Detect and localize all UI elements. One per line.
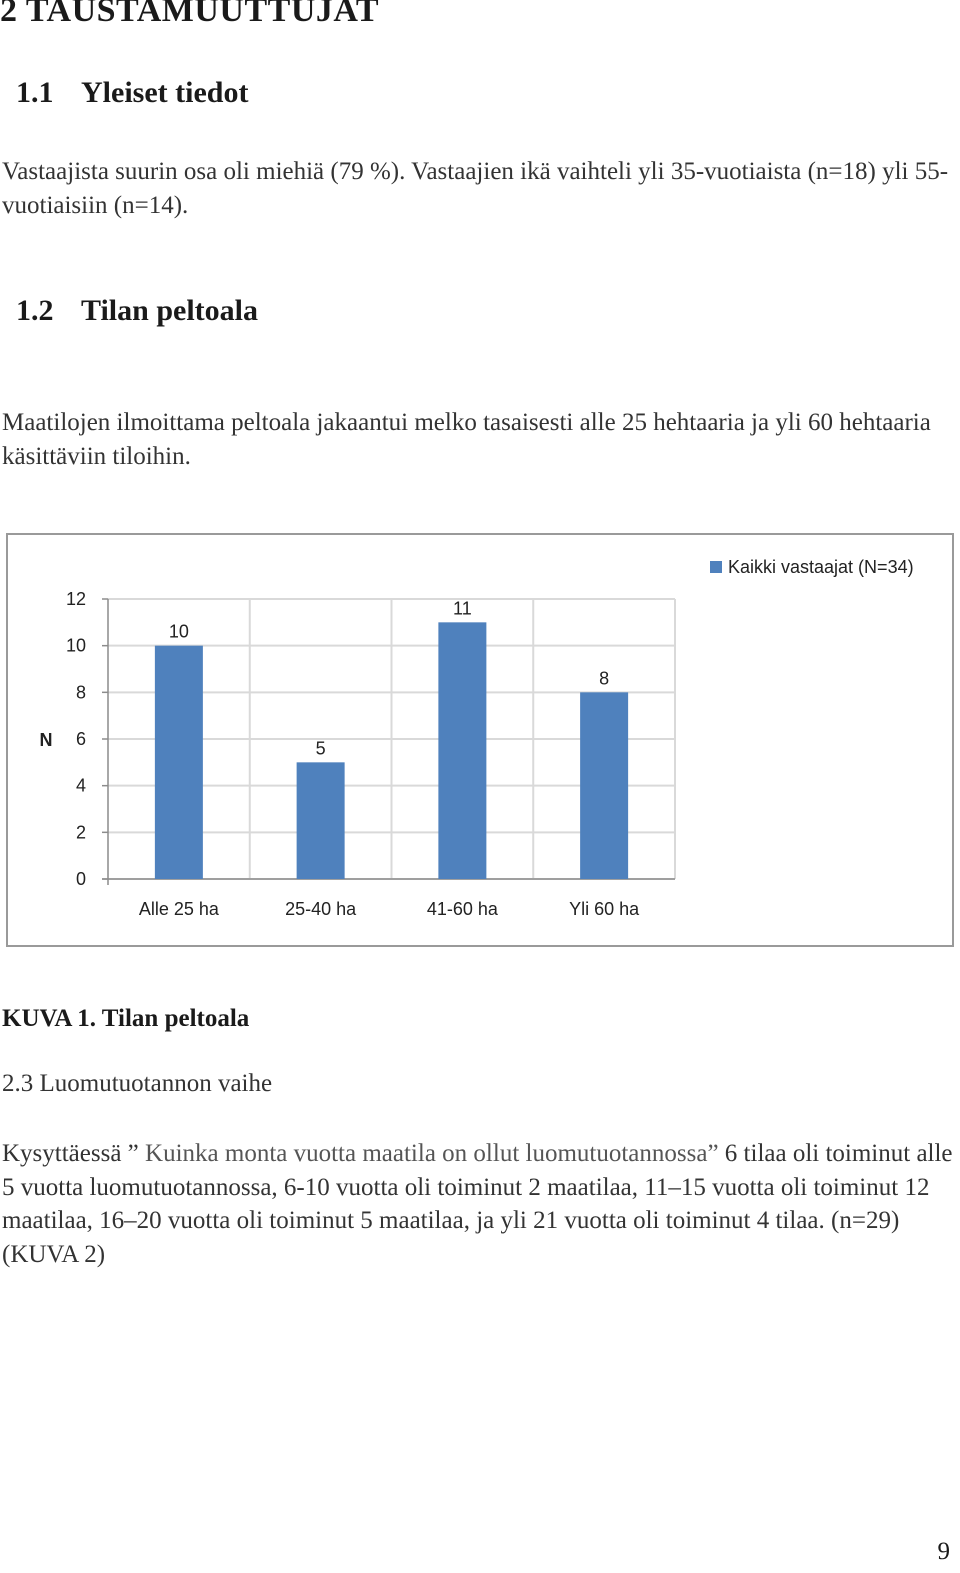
subheading-luomutuotannon-vaihe: 2.3 Luomutuotannon vaihe [2,1070,273,1097]
y-tick-label: 10 [65,635,86,656]
paragraph-lead: Kysyttäessä ” [2,1140,139,1167]
data-label: 5 [315,738,326,759]
x-category-label: 25-40 ha [285,899,357,919]
chart-canvas [8,535,952,945]
subheading-tilan-peltoala [16,294,258,328]
page-number: 9 [937,1538,950,1565]
subheading-text: Tilan peltoala [81,294,258,327]
y-tick-label: 8 [75,682,86,703]
y-tick-label: 4 [75,775,86,796]
y-tick-label: 2 [75,822,86,843]
x-category-label: 41-60 ha [426,899,498,919]
data-label: 10 [168,621,189,642]
paragraph-general-info: Vastaajista suurin osa oli miehiä (79 %). Vastaajien ikä vaihteli yli 35-vuotiaista (n=18) yli 55-vuotiaisiin (n=14). [2,158,949,219]
data-label: 11 [453,598,472,619]
subheading-number: 1.1 [16,76,54,109]
figure-caption: KUVA 1. Tilan peltoala [2,1005,250,1032]
x-category-label: Yli 60 ha [569,899,640,919]
legend-swatch [710,561,722,573]
paragraph-field-area: Maatilojen ilmoittama peltoala jakaantui melko tasaisesti alle 25 hehtaaria ja yli 60 hehtaaria käsittäviin tiloihin. [2,409,931,470]
y-tick-label: 12 [65,589,86,609]
subheading-yleiset-tiedot [16,76,248,110]
y-tick-label: 0 [75,869,86,889]
bar-25-40-ha [297,762,345,879]
y-tick-label: 6 [75,729,86,749]
subheading-text: Yleiset tiedot [81,76,249,109]
legend-label: Kaikki vastaajat (N=34) [728,557,914,577]
section-title: 2 TAUSTAMUUTTUJAT [0,0,380,29]
subheading-number: 1.2 [16,294,54,327]
paragraph-rest: 6 tilaa oli toiminut alle 5 vuotta luomutuotannossa, 6-10 vuotta oli toiminut 2 maatilaa, 11–15 vuotta oli toiminut 12 maatilaa, 16–20 vuotta oli toiminut 5 maatilaa, ja yli 21 vuotta oli toiminut 4 tilaa. (n=29) (KUVA 2) [2,1140,953,1268]
y-axis-title: N [39,730,53,750]
data-label: 8 [599,668,610,689]
bar-chart-field-area [6,533,954,947]
bar-alle-25-ha [155,646,203,879]
bar-41-60-ha [438,622,486,879]
paragraph-organic-production [2,1137,957,1271]
survey-question-quote: Kuinka monta vuotta maatila on ollut luomutuotannossa” [138,1140,719,1167]
bar-yli-60-ha [580,692,628,879]
x-category-label: Alle 25 ha [138,899,219,919]
